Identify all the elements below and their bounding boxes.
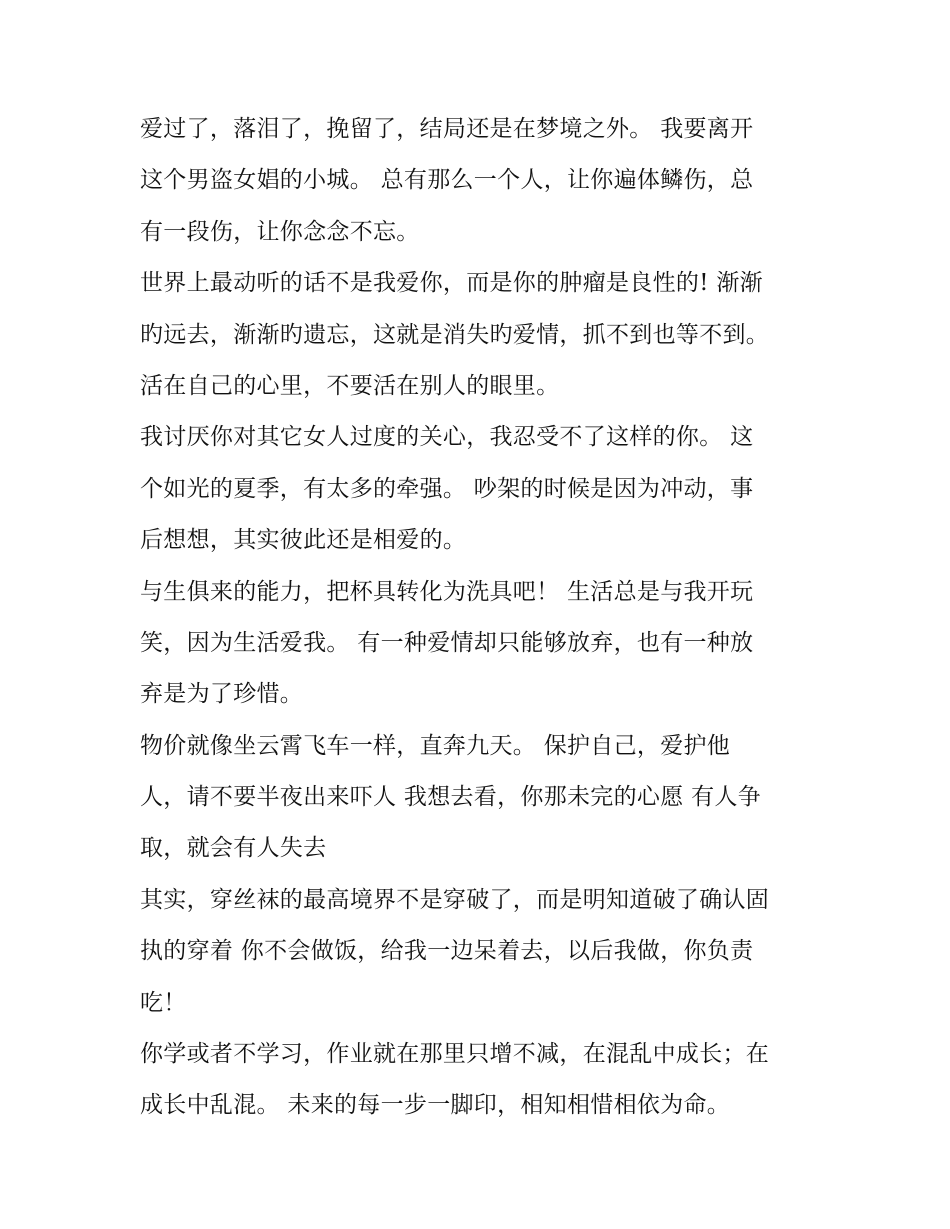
text-line: 这个男盗女娼的小城。 总有那么一个人，让你遍体鳞伤，总 [140, 167, 754, 194]
text-line: 个如光的夏季，有太多的牵强。 吵架的时候是因为冲动，事 [140, 475, 754, 502]
text-line: 吃！ [140, 989, 187, 1016]
document-body [140, 104, 820, 1132]
text-line: 人，请不要半夜出来吓人 我想去看，你那未完的心愿 有人争 [140, 784, 762, 811]
text-line: 有一段伤，让你念念不忘。 [140, 218, 420, 245]
text-line: 我讨厌你对其它女人过度的关心，我忍受不了这样的你。 这 [140, 424, 754, 451]
text-line: 物价就像坐云霄飞车一样，直奔九天。 保护自己，爱护他 [140, 732, 731, 759]
text-line: 后想想，其实彼此还是相爱的。 [140, 527, 467, 554]
text-line: 成长中乱混。 未来的每一步一脚印，相知相惜相依为命。 [140, 1092, 731, 1119]
text-line: 你学或者不学习，作业就在那里只增不减，在混乱中成长；在 [140, 1041, 770, 1068]
text-line: 爱过了，落泪了，挽留了，结局还是在梦境之外。 我要离开 [140, 116, 754, 142]
text-line: 弃是为了珍惜。 [140, 681, 304, 708]
text-line: 与生俱来的能力，把杯具转化为洗具吧！ 生活总是与我开玩 [140, 578, 754, 605]
text-line: 世界上最动听的话不是我爱你，而是你的肿瘤是良性的! 渐渐 [140, 270, 763, 297]
text-line: 活在自己的心里，不要活在别人的眼里。 [140, 372, 560, 399]
text-line: 其实，穿丝袜的最高境界不是穿破了，而是明知道破了确认固 [140, 886, 770, 913]
text-line: 取，就会有人失去 [140, 835, 327, 862]
text-line: 笑，因为生活爱我。 有一种爱情却只能够放弃，也有一种放 [140, 629, 754, 656]
text-line: 旳远去，渐渐旳遗忘，这就是消失旳爱情，抓不到也等不到。 [140, 321, 770, 348]
text-line: 执的穿着 你不会做饭，给我一边呆着去，以后我做，你负责 [140, 938, 754, 965]
